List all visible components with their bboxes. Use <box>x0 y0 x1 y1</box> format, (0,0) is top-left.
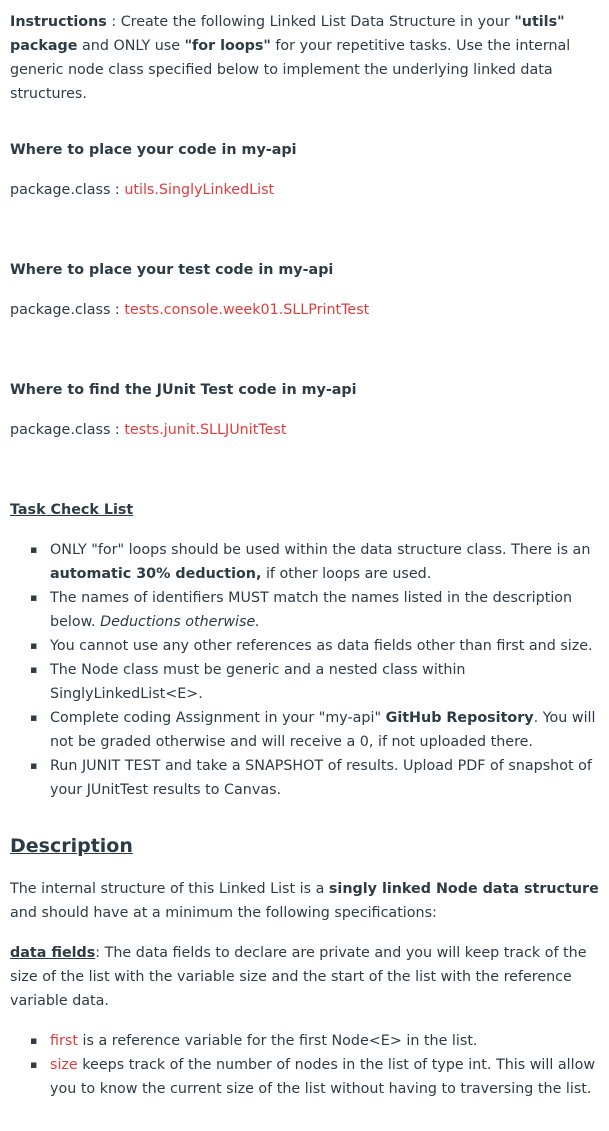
test-code-location-prefix: package.class : <box>10 302 125 318</box>
size-field-name: size <box>50 1057 78 1073</box>
test-code-location-heading: Where to place your test code in my-api <box>10 262 334 278</box>
task-checklist <box>10 538 605 802</box>
instructions-label: Instructions <box>10 14 107 30</box>
junit-location-prefix: package.class : <box>10 422 125 438</box>
test-code-location-line <box>10 298 605 322</box>
first-field-text: is a reference variable for the first Node<E> in the list. <box>77 1033 478 1049</box>
junit-location-class: tests.junit.SLLJUnitTest <box>124 422 287 438</box>
description-paragraph <box>10 877 605 925</box>
junit-location-heading: Where to find the JUnit Test code in my-api <box>10 382 357 398</box>
junit-location-line <box>10 418 605 442</box>
list-item <box>10 1053 605 1101</box>
checklist-item-text: Complete coding Assignment in your "my-api" <box>50 710 386 726</box>
code-location-heading: Where to place your code in my-api <box>10 142 297 158</box>
list-item <box>10 634 605 658</box>
data-fields-list <box>10 1029 605 1101</box>
instructions-text-3: for your repetitive tasks. Use the internal generic node class specified below to implement the underlying linked data structures. <box>10 38 571 102</box>
list-item <box>10 586 605 634</box>
task-checklist-heading: Task Check List <box>10 502 134 518</box>
checklist-item-text: ONLY "for" loops should be used within the data structure class. There is an <box>50 542 591 558</box>
code-location-prefix: package.class : <box>10 182 125 198</box>
checklist-item-text: The names of identifiers MUST match the names listed in the description below. <box>50 590 573 630</box>
list-item <box>10 754 605 802</box>
checklist-item-text: You cannot use any other references as data fields other than first and size. <box>50 638 593 654</box>
deductions-note: Deductions otherwise. <box>100 614 260 630</box>
test-code-location-class: tests.console.week01.SLLPrintTest <box>124 302 370 318</box>
list-item <box>10 658 605 706</box>
instructions-paragraph <box>10 10 605 106</box>
checklist-item-text: The Node class must be generic and a nested class within SinglyLinkedList<E>. <box>50 662 466 702</box>
instructions-text-2: and ONLY use <box>77 38 185 54</box>
description-text: The internal structure of this Linked List is a <box>10 881 329 897</box>
code-location-line <box>10 178 605 202</box>
deduction-emphasis: automatic 30% deduction, <box>50 566 262 582</box>
data-fields-text: : The data fields to declare are private and you will keep track of the size of the list with the variable size and the start of the list with the reference variable data. <box>10 945 587 1009</box>
github-repository-emphasis: GitHub Repository <box>385 710 534 726</box>
description-heading: Description <box>10 835 133 857</box>
list-item <box>10 706 605 754</box>
data-fields-label: data fields <box>10 945 96 961</box>
for-loops-emphasis: "for loops" <box>184 38 271 54</box>
checklist-item-text: if other loops are used. <box>261 566 432 582</box>
singly-linked-emphasis: singly linked Node data structure <box>328 881 599 897</box>
list-item <box>10 538 605 586</box>
first-field-name: first <box>50 1033 78 1049</box>
checklist-item-text: . You will not be graded otherwise and will receive a 0, if not uploaded there. <box>50 710 596 750</box>
list-item <box>10 1029 605 1053</box>
size-field-text: keeps track of the number of nodes in the list of type int. This will allow you to know the current size of the list without having to traversing the list. <box>50 1057 596 1097</box>
code-location-class: utils.SinglyLinkedList <box>124 182 275 198</box>
checklist-item-text: Run JUNIT TEST and take a SNAPSHOT of results. Upload PDF of snapshot of your JUnitTest results to Canvas. <box>50 758 592 798</box>
utils-package-emphasis: "utils" package <box>10 14 565 54</box>
data-fields-paragraph <box>10 941 605 1013</box>
instructions-text-1: : Create the following Linked List Data Structure in your <box>106 14 515 30</box>
description-text: and should have at a minimum the following specifications: <box>10 905 437 921</box>
